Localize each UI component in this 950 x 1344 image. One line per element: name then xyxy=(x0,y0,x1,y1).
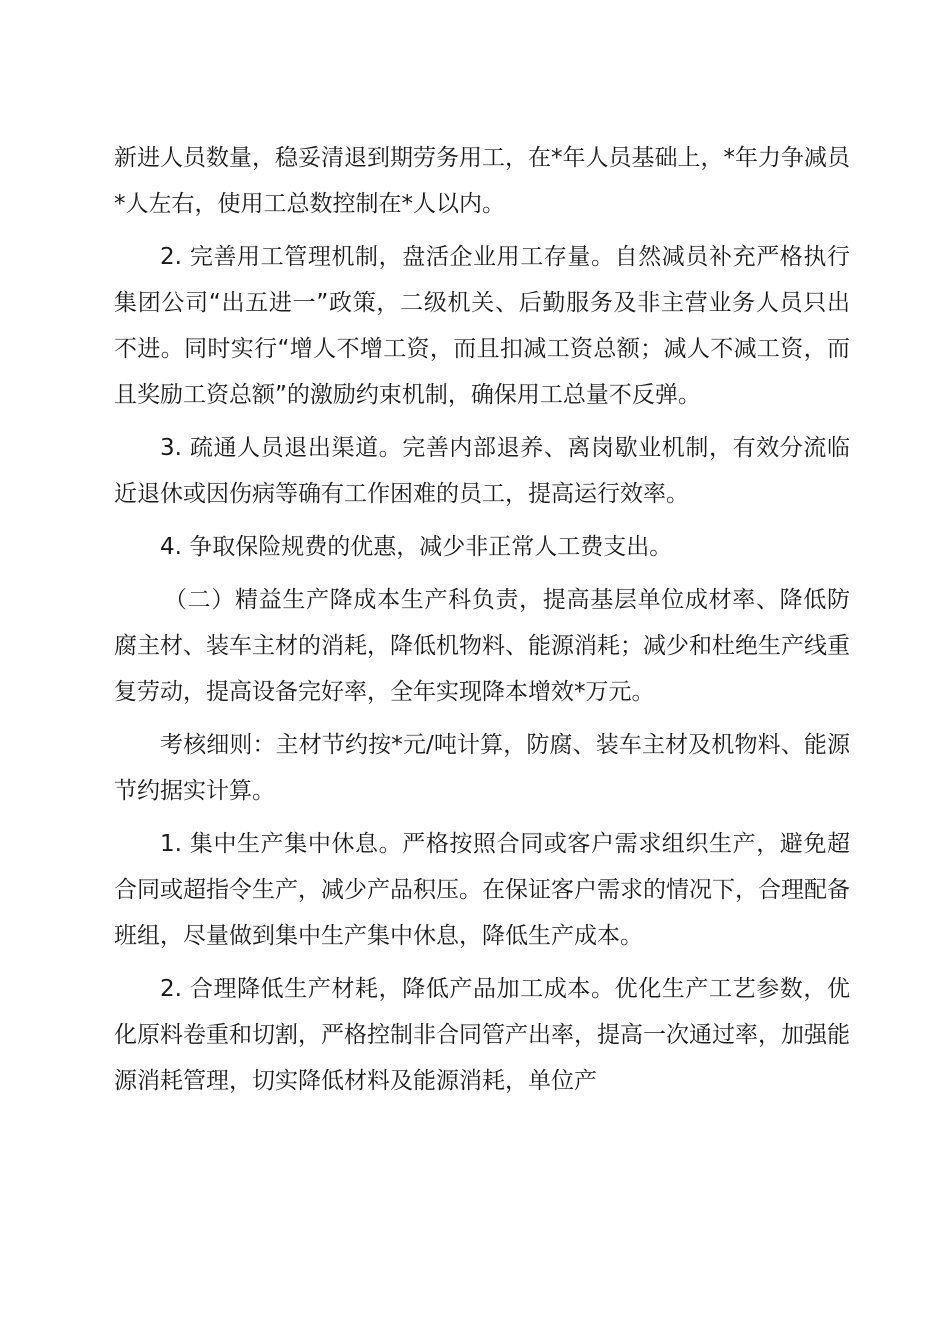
paragraph-item-4-insurance-fees: 4. 争取保险规费的优惠，减少非正常人工费支出。 xyxy=(160,534,673,560)
document-body xyxy=(114,135,850,1111)
paragraph-section-2-lean-production: （二）精益生产降成本生产科负责，提高基层单位成材率、降低防腐主材、装车主材的消耗，降低机物料、能源消耗；减少和杜绝生产线重复劳动，提高设备完好率，全年实现降本增效*万元。 xyxy=(114,587,850,705)
paragraph-item-2-material-consumption: 2. 合理降低生产材耗，降低产品加工成本。优化生产工艺参数，优化原料卷重和切割，严格控制非合同管产出率，提高一次通过率，加强能源消耗管理，切实降低材料及能源消耗，单位产 xyxy=(114,976,850,1094)
paragraph-continuation: 新进人员数量，稳妥清退到期劳务用工，在*年人员基础上，*年力争减员*人左右，使用工总数控制在*人以内。 xyxy=(114,145,850,217)
paragraph-item-1-centralized-production: 1. 集中生产集中休息。严格按照合同或客户需求组织生产，避免超合同或超指令生产，减少产品积压。在保证客户需求的情况下，合理配备班组，尽量做到集中生产集中休息，降低生产成本。 xyxy=(114,831,850,949)
paragraph-item-2-employment-mechanism: 2. 完善用工管理机制，盘活企业用工存量。自然减员补充严格执行集团公司“出五进一”政策，二级机关、后勤服务及非主营业务人员只出不进。同时实行“增人不增工资，而且扣减工资总额；减人不减工资，而且奖励工资总额”的激励约束机制，确保用工总量不反弹。 xyxy=(114,244,850,408)
paragraph-item-3-exit-channels: 3. 疏通人员退出渠道。完善内部退养、离岗歇业机制，有效分流临近退休或因伤病等确有工作困难的员工，提高运行效率。 xyxy=(114,435,850,507)
paragraph-assessment-rules: 考核细则：主材节约按*元/吨计算，防腐、装车主材及机物料、能源节约据实计算。 xyxy=(114,732,850,804)
